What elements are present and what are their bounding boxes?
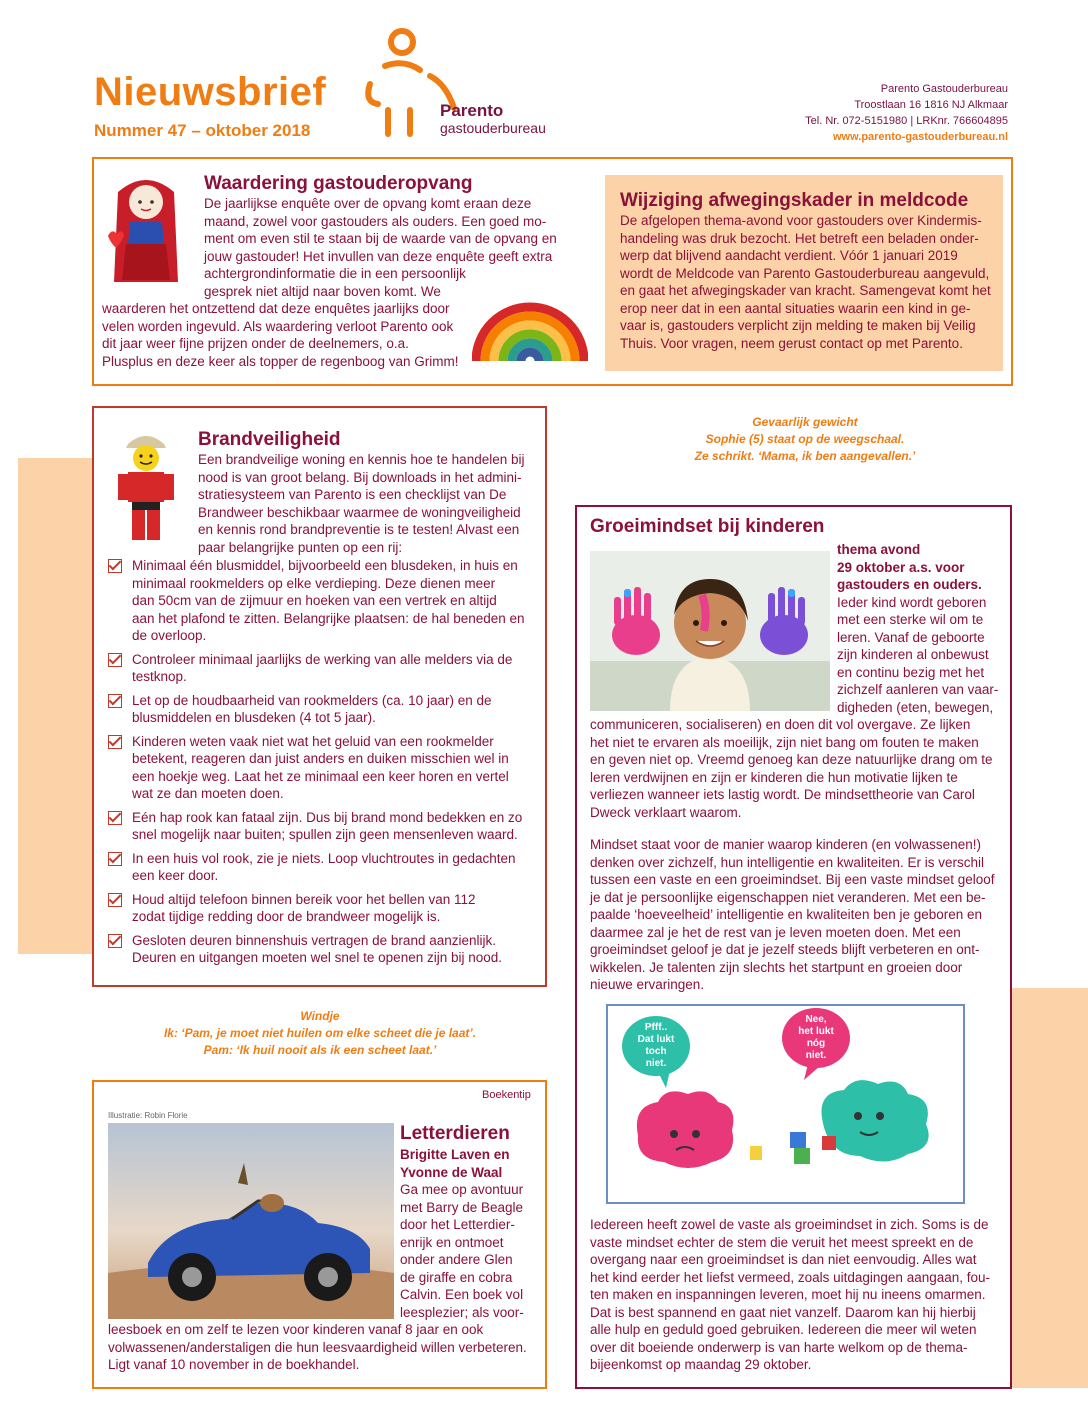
groei-p1-line: het niet te ervaren als moeilijk, zijn niet bang om fouten te maken xyxy=(590,734,979,750)
joke-line: Sophie (5) staat op de weegschaal. xyxy=(705,432,905,446)
groei-p3-line: vaste mindset echter de stem die veruit het meest spreekt en de xyxy=(590,1234,974,1250)
checkbox-icon xyxy=(108,811,122,825)
waardering-line: achtergrondinformatie die in een persoonlijk xyxy=(204,266,466,281)
groei-side-line: Ieder kind wordt geboren xyxy=(837,594,987,610)
groei-p2-line: Mindset staat voor de manier waarop kinderen (en volwassenen!) xyxy=(590,837,981,852)
boekentip-label: Boekentip xyxy=(482,1089,531,1101)
meldcode-line: wordt de Meldcode van Parento Gastouderbureau aangevuld, xyxy=(620,265,990,281)
meldcode-text xyxy=(620,212,1000,352)
brand-intro-line: en kennis rond brandpreventie is te testen! Alvast een xyxy=(198,522,520,537)
checklist-item xyxy=(108,692,538,727)
boek-bottom-line: leesboek en om zelf te lezen voor kinderen vanaf 8 jaar en ook xyxy=(108,1322,484,1337)
checklist-line: In een huis vol rook, zie je niets. Loop vluchtroutes in gedachten xyxy=(132,850,516,866)
checklist-line: Kinderen weten vaak niet wat het geluid van een rookmelder xyxy=(132,733,494,749)
contact-address: Troostlaan 16 1816 NJ Alkmaar xyxy=(854,99,1008,111)
brand-intro-line: paar belangrijke punten op een rij: xyxy=(198,539,403,555)
bubble-line: het lukt xyxy=(798,1026,834,1037)
boek-author-line: Brigitte Laven en xyxy=(400,1147,510,1162)
checklist-line: zodat tijdige redding door de brandweer mogelijk is. xyxy=(132,909,441,924)
contact-website-link[interactable]: www.parento-gastouderbureau.nl xyxy=(833,131,1008,143)
groei-p1-line: communiceren, socialiseren) en doen dit vol overgave. Ze lijken xyxy=(590,717,971,732)
brand-intro-line: Een brandveilige woning en kennis hoe te handelen bij xyxy=(198,452,525,467)
checkbox-icon xyxy=(108,694,122,708)
checklist-line: een keer door. xyxy=(132,868,219,883)
logo-name: Parento xyxy=(440,101,504,120)
checklist-item xyxy=(108,891,538,926)
checklist-item xyxy=(108,557,538,645)
checkbox-icon xyxy=(108,934,122,948)
boek-side-line: enrijk en ontmoet xyxy=(400,1234,504,1250)
groei-paragraph-1 xyxy=(590,716,1005,821)
brand-title: Brandveiligheid xyxy=(198,429,341,450)
groei-p2-line: tussen een vaste en een groeimindset. Bij een vaste mindset geloof xyxy=(590,872,995,887)
boek-bottom-line: Ligt vanaf 10 november in de boekhandel. xyxy=(108,1357,360,1372)
groei-p2-line: groeimindset geloof je dat je jezelf steeds blijft verbeteren en ont- xyxy=(590,942,980,957)
groei-p1-line: Dweck verklaart waarom. xyxy=(590,804,742,820)
joke-line: Ze schrikt. ‘Mama, ik ben aangevallen.’ xyxy=(694,449,916,463)
groei-side-line: 29 oktober a.s. voor xyxy=(837,559,965,575)
groei-p3-line: bijeenkomst op maandag 29 oktober. xyxy=(590,1357,812,1372)
checklist-line: Minimaal één blusmiddel, bijvoorbeeld een blusdeken, in huis en xyxy=(132,558,518,573)
groei-p2-line: je dat je persoonlijke eigenschappen niet veranderen. Met een be- xyxy=(590,889,986,905)
speech-bubble-right xyxy=(786,1014,846,1062)
boek-side-line: de giraffe en cobra xyxy=(400,1269,513,1285)
contact-phone: Tel. Nr. 072-5151980 | LRKnr. 766604895 xyxy=(805,115,1008,127)
bg-stripe-left xyxy=(18,458,96,954)
waardering-title: Waardering gastouderopvang xyxy=(204,173,473,194)
waardering-line: ment om even stil te staan bij de waarde van de opvang en xyxy=(204,231,557,246)
mindset-cartoon xyxy=(606,1004,965,1204)
groei-paragraph-3 xyxy=(590,1216,1005,1374)
checklist-item xyxy=(108,850,538,885)
groei-side-line: thema avond xyxy=(837,542,921,557)
groei-p3-line: Dat is best spannend en gaat niet vanzelf. Daarom kan hij hierbij xyxy=(590,1304,976,1320)
brand-checklist xyxy=(108,557,538,973)
waardering-line: Plusplus en deze keer als topper de regenboog van Grimm! xyxy=(102,353,459,369)
checklist-line: minimaal rookmelders op elke verdieping. Deze dienen meer xyxy=(132,575,496,591)
bubble-line: Dat lukt xyxy=(637,1034,675,1045)
checklist-line: blusmiddelen en blusdeken (4 tot 5 jaar). xyxy=(132,710,376,725)
groei-side-text xyxy=(837,541,1007,716)
logo-sub: gastouderbureau xyxy=(440,120,546,136)
groei-p2-line: denken over zichzelf, hun intelligentie en kwaliteiten. Er is verschil xyxy=(590,854,984,870)
groei-side-line: zijn kinderen al onbewust xyxy=(837,647,989,662)
waardering-line: gesprek niet altijd naar boven komt. We xyxy=(204,283,441,299)
groei-p1-line: verliezen wanneer iets lastig wordt. De mindsettheorie van Carol xyxy=(590,787,975,802)
joke-title: Gevaarlijk gewicht xyxy=(752,415,858,429)
illustration-credit: Illustratie: Robin Florie xyxy=(108,1111,188,1120)
checklist-line: snel mogelijk naar buiten; spullen zijn geen mensenleven waard. xyxy=(132,827,518,842)
groei-p3-line: alle hulp en geduld goed gebruiken. Iedereen die meer wil weten xyxy=(590,1322,977,1337)
boek-authors xyxy=(400,1146,510,1181)
checklist-item xyxy=(108,809,538,844)
contact-org: Parento Gastouderbureau xyxy=(880,83,1008,95)
waardering-text-bottom xyxy=(102,300,482,370)
joke-line: Pam: ‘Ik huil nooit als ik een scheet laat.’ xyxy=(203,1043,437,1057)
meldcode-title: Wijziging afwegingskader in meldcode xyxy=(620,190,969,211)
newsletter-title: Nieuwsbrief xyxy=(94,70,327,114)
joke-windje xyxy=(120,1008,520,1059)
waardering-line: velen worden ingevuld. Als waardering verloot Parento ook xyxy=(102,318,454,334)
checklist-line: Controleer minimaal jaarlijks de werking van alle melders via de xyxy=(132,651,513,667)
bubble-line: niet. xyxy=(805,1050,827,1061)
boek-side-line: door het Letterdier- xyxy=(400,1217,515,1232)
joke-line: Ik: ‘Pam, je moet niet huilen om elke scheet die je laat’. xyxy=(163,1026,477,1040)
bubble-line: niet. xyxy=(645,1058,667,1069)
groei-title: Groeimindset bij kinderen xyxy=(590,516,825,537)
meldcode-line: handeling was druk bezocht. Het betreft een beladen onder- xyxy=(620,230,979,246)
boek-side-line: Calvin. Een boek vol xyxy=(400,1287,524,1302)
brand-intro xyxy=(198,451,543,556)
groei-p3-line: ten maken en inspanningen leveren, moet hij nu ineens omarmen. xyxy=(590,1287,986,1302)
groei-side-line: zichzelf aanleren van vaar- xyxy=(837,682,999,697)
boek-side-text xyxy=(400,1181,540,1321)
groei-p1-line: leren verdwijnen en zijn er kinderen die hun motivatie lijken te xyxy=(590,769,958,785)
contact-block xyxy=(708,81,1008,145)
boek-title: Letterdieren xyxy=(400,1123,510,1144)
groei-side-line: leren. Vanaf de geboorte xyxy=(837,629,985,645)
checkbox-icon xyxy=(108,735,122,749)
groei-side-line: en continu bezig met het xyxy=(837,664,985,680)
meldcode-line: vaar is, gastouders verplicht zijn melding te maken bij Veilig xyxy=(620,318,976,333)
waardering-line: waarderen het ontzettend dat deze enquêtes jaarlijks door xyxy=(102,301,450,316)
groei-p2-line: wikkelen. Je talenten zijn slechts het startpunt en groeien door xyxy=(590,959,963,975)
checklist-item xyxy=(108,651,538,686)
checklist-line: Deuren en uitgangen moeten wel snel te openen zijn bij nood. xyxy=(132,950,503,965)
boek-side-line: onder andere Glen xyxy=(400,1252,513,1267)
boek-side-line: leesplezier; als voor- xyxy=(400,1304,524,1320)
groei-p2-line: paalde ‘hoeveelheid’ intelligentie en kwaliteiten ben je geboren en xyxy=(590,907,983,922)
boek-bottom-line: volwassenen/anderstaligen die hun leesvaardigheid willen verbeteren. xyxy=(108,1339,527,1355)
blue-car-illustration xyxy=(108,1123,394,1319)
checklist-line: een hoekje weg. Laat het ze minimaal een keer horen en vertel xyxy=(132,768,509,784)
fireman-figure-image xyxy=(114,426,178,544)
boek-bottom-text xyxy=(108,1321,542,1374)
checklist-line: wat ze dan moeten doen. xyxy=(132,786,284,801)
checklist-line: Gesloten deuren binnenshuis vertragen de brand aanzienlijk. xyxy=(132,932,496,948)
checklist-line: Houd altijd telefoon binnen bereik voor het bellen van 112 xyxy=(132,891,476,907)
checklist-line: aan het plafond te zitten. Belangrijke plaatsen: de hal beneden en xyxy=(132,610,525,626)
boek-side-line: met Barry de Beagle xyxy=(400,1199,524,1215)
doll-image xyxy=(104,172,188,290)
checklist-item xyxy=(108,932,538,967)
checkbox-icon xyxy=(108,852,122,866)
groei-p3-line: over dit boeiende onderwerp is van harte welkom op de thema- xyxy=(590,1339,968,1355)
speech-bubble-left xyxy=(626,1022,686,1070)
brand-intro-line: stratiesysteem van Parento is een checklijst van De xyxy=(198,487,507,502)
bubble-line: Pfff.. xyxy=(644,1022,668,1033)
groei-p3-line: het kind eerder het liefst vermeed, zoals uitdagingen aangaan, fou- xyxy=(590,1269,991,1285)
waardering-line: jouw gastouder! Het invullen van deze enquête geeft extra xyxy=(204,248,553,264)
rainbow-toy-image xyxy=(472,281,588,367)
checklist-line: betekent, reageren dan juist anders en duiken misschien wel in xyxy=(132,751,509,766)
issue-number: Nummer 47 – oktober 2018 xyxy=(94,121,311,140)
meldcode-line: en gaat het afwegingskader van kracht. Samengevat komt het xyxy=(620,283,991,298)
checklist-line: dan 50cm van de zijmuur en hoeken van een vertrek en altijd xyxy=(132,593,497,608)
checklist-line: de overloop. xyxy=(132,628,207,643)
meldcode-line: Thuis. Voor vragen, neem gerust contact op met Parento. xyxy=(620,335,963,351)
boek-side-line: Ga mee op avontuur xyxy=(400,1182,524,1197)
meldcode-line: erop neer dat in een aantal situaties waarin een kind in ge- xyxy=(620,300,971,316)
checklist-line: Let op de houdbaarheid van rookmelders (ca. 10 jaar) en de xyxy=(132,692,492,708)
waardering-line: dit jaar weer fijne prijzen onder de deelnemers, o.a. xyxy=(102,336,409,351)
checklist-item xyxy=(108,733,538,803)
checkbox-icon xyxy=(108,893,122,907)
groei-p1-line: en geven niet op. Vreemd genoeg kan deze natuurlijke drang om te xyxy=(590,752,993,767)
child-painted-hands-photo xyxy=(590,551,830,711)
checkbox-icon xyxy=(108,559,122,573)
checkbox-icon xyxy=(108,653,122,667)
groei-p2-line: nieuwe ervaringen. xyxy=(590,977,705,992)
waardering-line: maand, zowel voor gastouders als ouders. Een goed mo- xyxy=(204,213,547,229)
bg-stripe-right xyxy=(1010,988,1088,1388)
waardering-line: De jaarlijkse enquête over de opvang komt eraan deze xyxy=(204,196,532,211)
groei-side-line: met een sterke wil om te xyxy=(837,612,984,627)
meldcode-line: werp dat blijvend aandacht verdient. Vóór 1 januari 2019 xyxy=(620,248,958,263)
checklist-line: testknop. xyxy=(132,669,187,684)
groei-p3-line: overgang naar een groeimindset is dan niet eenvoudig. Alles wat xyxy=(590,1252,977,1267)
brand-intro-line: Brandweer beschikbaar waarmee de woningveiligheid xyxy=(198,504,521,520)
groei-paragraph-2 xyxy=(590,836,1005,994)
bubble-line: Nee, xyxy=(805,1014,827,1025)
groei-side-line: gastouders en ouders. xyxy=(837,577,982,592)
bubble-line: nóg xyxy=(806,1038,826,1049)
brand-intro-line: nood is van groot belang. Bij downloads in het admini- xyxy=(198,469,522,485)
checklist-line: Eén hap rook kan fataal zijn. Dus bij brand mond bedekken en zo xyxy=(132,809,523,825)
meldcode-line: De afgelopen thema-avond voor gastouders over Kindermis- xyxy=(620,213,982,228)
joke-gevaarlijk-gewicht xyxy=(640,414,970,465)
groei-side-line: digheden (eten, bewegen, xyxy=(837,699,994,715)
boek-author-line: Yvonne de Waal xyxy=(400,1164,503,1180)
groei-p3-line: Iedereen heeft zowel de vaste als groeimindset in zich. Soms is de xyxy=(590,1217,989,1232)
groei-p2-line: daarmee zal je het de rest van je leven moeten doen. Met een xyxy=(590,924,961,940)
bubble-line: toch xyxy=(645,1046,667,1057)
joke-title: Windje xyxy=(300,1009,340,1023)
